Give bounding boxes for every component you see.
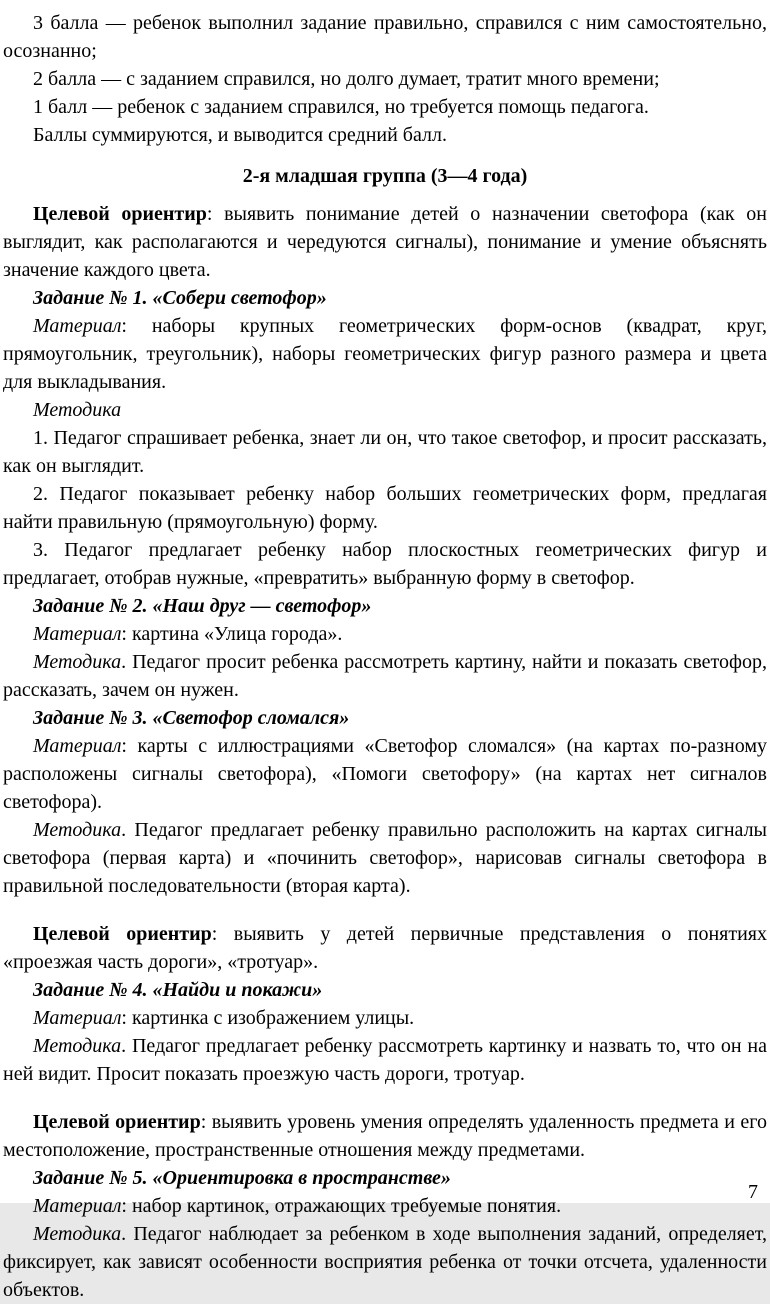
paragraph: [3, 1192, 767, 1220]
paragraph: [3, 620, 767, 648]
text-segment: : набор картинок, отражающих требуемые понятия.: [121, 1195, 562, 1217]
text-segment: 2-я младшая группа (3—4 года): [242, 165, 528, 187]
paragraph: [3, 732, 767, 816]
text-segment: Материал: [33, 1007, 122, 1029]
text-segment: Методика: [33, 1035, 122, 1057]
text-segment: 2. Педагог показывает ребенку набор больших геометрических форм, предлагая найти правильную (прямоугольную) форму.: [3, 483, 767, 533]
text-segment: : выявить уровень умения определять удаленность предмета и его местоположение, пространственные отношения между предметами.: [3, 1111, 767, 1161]
text-segment: Задание № 2. «Наш друг — светофор»: [33, 595, 372, 617]
paragraph: [3, 93, 767, 121]
text-segment: : картина «Улица города».: [121, 623, 343, 645]
text-segment: . Педагог наблюдает за ребенком в ходе выполнения заданий, определяет, фиксирует, как зависят особенности восприятия ребенка от точки отсчета, удаленности объектов.: [3, 1223, 767, 1301]
group-heading: [3, 162, 767, 190]
text-segment: : картинка с изображением улицы.: [121, 1007, 415, 1029]
paragraph: [3, 424, 767, 480]
text-segment: Задание № 1. «Собери светофор»: [33, 287, 327, 309]
task-1-title: [3, 284, 767, 312]
text-segment: Материал: [33, 623, 122, 645]
text-segment: Задание № 4. «Найди и покажи»: [33, 979, 323, 1001]
text-segment: . Педагог предлагает ребенку правильно расположить на картах сигналы светофора (первая карта) и «починить светофор», нарисовав сигналы светофора в правильной последовательности (вторая карта).: [3, 819, 767, 897]
task-5-title: [3, 1164, 767, 1192]
text-segment: Целевой ориентир: [33, 923, 212, 945]
text-segment: Методика: [33, 399, 122, 421]
paragraph: [3, 312, 767, 396]
text-segment: Материал: [33, 315, 122, 337]
text-segment: : карты с иллюстрациями «Светофор сломался» (на картах по-разному расположены сигналы светофора), «Помоги светофору» (на картах нет сигналов светофора).: [3, 735, 767, 813]
paragraph: [3, 536, 767, 592]
text-segment: 1. Педагог спрашивает ребенка, знает ли он, что такое светофор, и просит рассказать, как он выглядит.: [3, 427, 767, 477]
target-orientir-2: [3, 920, 767, 976]
paragraph: [3, 1004, 767, 1032]
paragraph: [3, 480, 767, 536]
page-number: 7: [748, 1181, 758, 1203]
target-orientir-3: [3, 1108, 767, 1164]
text-segment: 3. Педагог предлагает ребенку набор плоскостных геометрических фигур и предлагает, отобрав нужные, «превратить» выбранную форму в светофор.: [3, 539, 767, 589]
text-segment: Методика: [33, 1223, 122, 1245]
paragraph: [3, 648, 767, 704]
paragraph: [3, 1220, 767, 1304]
text-segment: : наборы крупных геометрических форм-основ (квадрат, круг, прямоугольник, треугольник), наборы геометрических фигур разного размера и цвета для выкладывания.: [3, 315, 767, 393]
text-segment: Материал: [33, 1195, 122, 1217]
paragraph: [3, 1032, 767, 1088]
text-segment: Задание № 3. «Светофор сломался»: [33, 707, 350, 729]
text-segment: Методика: [33, 819, 122, 841]
text-segment: Методика: [33, 651, 122, 673]
paragraph: [3, 121, 767, 149]
text-segment: 3 балла — ребенок выполнил задание правильно, справился с ним самостоятельно, осознанно;: [3, 12, 767, 62]
paragraph: [3, 9, 767, 65]
document-body: [3, 9, 767, 1304]
text-segment: . Педагог предлагает ребенку рассмотреть картинку и назвать то, что он на ней видит. Просит показать проезжую часть дороги, тротуар.: [3, 1035, 767, 1085]
text-segment: 2 балла — с заданием справился, но долго думает, тратит много времени;: [33, 68, 660, 90]
text-segment: Целевой ориентир: [33, 1111, 201, 1133]
text-segment: Целевой ориентир: [33, 203, 207, 225]
task-4-title: [3, 976, 767, 1004]
paragraph: [3, 396, 767, 424]
task-3-title: [3, 704, 767, 732]
paragraph: [3, 816, 767, 900]
text-segment: : выявить у детей первичные представления о понятиях «проезжая часть дороги», «тротуар».: [3, 923, 767, 973]
text-segment: Задание № 5. «Ориентировка в пространстве»: [33, 1167, 451, 1189]
text-segment: . Педагог просит ребенка рассмотреть картину, найти и показать светофор, рассказать, зачем он нужен.: [3, 651, 767, 701]
text-segment: : выявить понимание детей о назначении светофора (как он выглядит, как располагаются и чередуются сигналы), понимание и умение объяснять значение каждого цвета.: [3, 203, 767, 281]
target-orientir-1: [3, 200, 767, 284]
text-segment: Баллы суммируются, и выводится средний балл.: [33, 124, 447, 146]
text-segment: Материал: [33, 735, 122, 757]
task-2-title: [3, 592, 767, 620]
text-segment: 1 балл — ребенок с заданием справился, но требуется помощь педагога.: [33, 96, 649, 118]
paragraph: [3, 65, 767, 93]
